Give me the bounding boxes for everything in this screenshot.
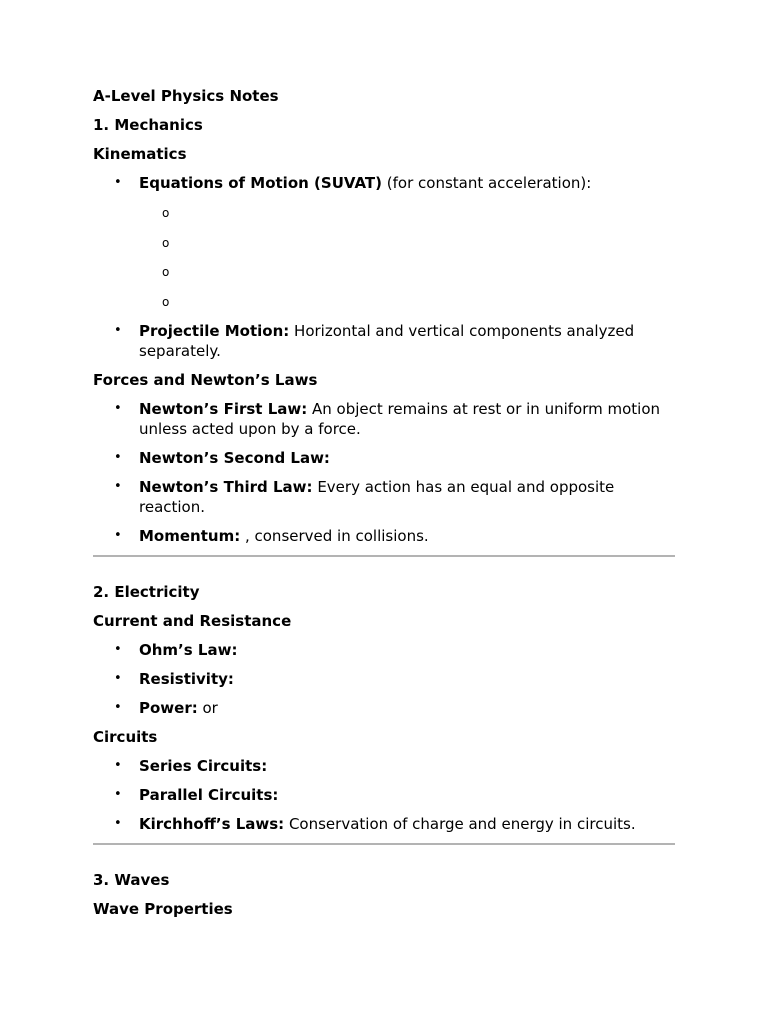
list-item xyxy=(93,526,675,546)
forces-list xyxy=(93,399,675,546)
suvat-sublist xyxy=(139,203,675,312)
bullet-marker: • xyxy=(114,478,122,494)
bullet-marker: • xyxy=(114,786,122,802)
subsection-title-wave-properties: Wave Properties xyxy=(93,899,233,918)
item-text: Every action has an equal and opposite reaction. xyxy=(139,477,615,516)
bullet-marker: • xyxy=(114,449,122,465)
item-label: Power: xyxy=(139,698,198,717)
bullet-marker: • xyxy=(114,670,122,686)
current-resistance-list xyxy=(93,640,675,718)
list-item xyxy=(93,640,675,660)
list-item xyxy=(93,785,675,805)
item-label: Newton’s First Law: xyxy=(139,399,308,418)
bullet-marker: • xyxy=(114,757,122,773)
document-body xyxy=(93,86,675,928)
item-label: Momentum: xyxy=(139,526,241,545)
item-label: Newton’s Second Law: xyxy=(139,448,330,467)
item-text: Horizontal and vertical components analyzed separately. xyxy=(139,321,635,360)
item-text: (for constant acceleration): xyxy=(382,174,592,192)
section-divider xyxy=(93,843,675,845)
item-text: An object remains at rest or in uniform motion unless acted upon by a force. xyxy=(139,399,661,438)
item-label: Kirchhoff’s Laws: xyxy=(139,814,285,833)
item-text: Conservation of charge and energy in circuits. xyxy=(284,814,636,833)
item-label: Parallel Circuits: xyxy=(139,785,279,804)
list-item xyxy=(93,173,675,312)
subsection-title-kinematics: Kinematics xyxy=(93,145,187,163)
section-heading-mechanics: 1. Mechanics xyxy=(93,116,203,134)
bullet-marker: • xyxy=(114,400,122,416)
list-item xyxy=(93,448,675,468)
bullet-marker: • xyxy=(114,175,122,190)
section-divider xyxy=(93,555,675,557)
bullet-marker: • xyxy=(114,815,122,831)
item-label: Resistivity: xyxy=(139,669,234,688)
sub-list-item: o xyxy=(162,265,170,279)
kinematics-list xyxy=(93,173,675,361)
item-text: or xyxy=(197,698,218,717)
bullet-marker: • xyxy=(114,322,122,338)
list-item xyxy=(93,477,675,517)
subsection-title-forces: Forces and Newton’s Laws xyxy=(93,370,318,389)
item-label: Ohm’s Law: xyxy=(139,640,238,659)
list-item xyxy=(93,756,675,776)
item-label: Series Circuits: xyxy=(139,756,268,775)
item-label: Equations of Motion (SUVAT) xyxy=(139,174,382,192)
subsection-title-circuits: Circuits xyxy=(93,727,158,746)
item-label: Projectile Motion: xyxy=(139,321,290,340)
list-item xyxy=(93,814,675,834)
subsection-title-current-resistance: Current and Resistance xyxy=(93,611,292,630)
section-heading-waves: 3. Waves xyxy=(93,870,170,889)
sub-list-item: o xyxy=(162,235,170,250)
list-item xyxy=(93,698,675,718)
sub-list-item: o xyxy=(162,206,170,220)
bullet-marker: • xyxy=(114,527,122,543)
circuits-list xyxy=(93,756,675,834)
bullet-marker: • xyxy=(114,641,122,657)
bullet-marker: • xyxy=(114,699,122,715)
item-label: Newton’s Third Law: xyxy=(139,477,313,496)
sub-list-item: o xyxy=(162,294,170,309)
list-item xyxy=(93,669,675,689)
list-item xyxy=(93,321,675,361)
section-heading-electricity: 2. Electricity xyxy=(93,582,200,601)
item-text: , conserved in collisions. xyxy=(240,526,429,545)
doc-title: A-Level Physics Notes xyxy=(93,87,279,105)
list-item xyxy=(93,399,675,439)
